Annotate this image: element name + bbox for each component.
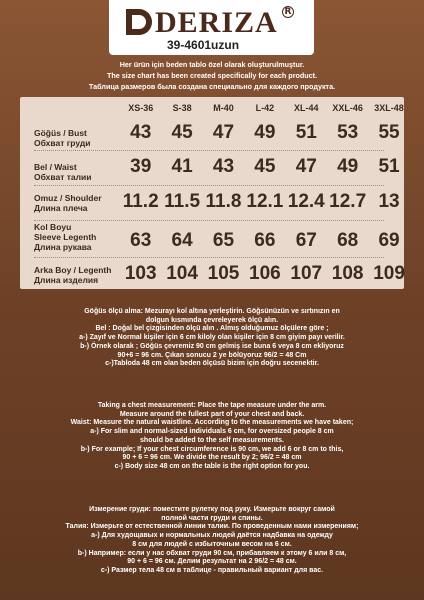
row-divider	[34, 150, 384, 151]
row-value: 39	[130, 156, 152, 177]
row-values	[120, 191, 410, 213]
instructions-ru: Измерение груди: поместите рулетку под руку. Измерьте вокруг самой полной части груди и спины. Талия: Измерьте от естественной линии талии. По проведенным нами измерениям; а-) Для худощавых и нормальных людей даётся надбавка на одежду 8 см для людей с избыточным весом на 6 см. b-) Например: если у нас обхват груди 90 см, прибавляем к этому 6 или 8 см, 90 + 6 = 96 см. Делим результат на 2 96/2 = 48 см. c-) Размер тела 48 см в таблице - правильный вариант для вас.	[65, 506, 359, 574]
row-value: 13	[378, 191, 400, 212]
row-value: 105	[207, 263, 240, 284]
row-value: 55	[378, 122, 400, 143]
row-value: 41	[171, 156, 193, 177]
row-value: 51	[378, 156, 400, 177]
row-value: 109	[373, 263, 405, 284]
row-value: 104	[166, 263, 198, 284]
row-value: 66	[254, 230, 276, 251]
intro-en: The size chart has been created specifically for each product.	[106, 71, 318, 80]
row-values	[120, 263, 410, 285]
row-value: 47	[295, 156, 317, 177]
row-value: 107	[290, 263, 323, 284]
row-value: 12.7	[329, 191, 367, 212]
row-label: Göğüs / Bust Обхват груди	[34, 128, 91, 148]
row-value: 67	[295, 230, 317, 251]
size-header-row	[120, 103, 410, 113]
instructions-tr: Göğüs ölçü alma: Mezurayı kol altına yerleştirin. Göğsünüzün ve sırtınızın en dolgun kısmında çevreleyerek ölçü alın. Bel : Doğal bel çizgisinden ölçü alın . Almış olduğumuz ölçülere göre ; a-) Zayıf ve Normal kişiler için 6 cm kiloly olan kişiler için 8 cm giyim payı verilir. b-) Örnek olarak ; Göğüs çevremiz 90 cm gelmiş ise buna 6 veya 8 cm ekliyoruz 90+6 = 96 cm. Çıkan sonucu 2 ye bölüyoruz 96/2 = 48 Cm c-)Tabloda 48 cm olan beden ölçüsü bizim için doğru secenektir.	[79, 308, 345, 368]
registered-mark: R	[282, 6, 294, 18]
row-value: 11.5	[164, 191, 201, 212]
instructions-en: Taking a chest measurement: Place the tape measure under the arm. Measure around the fullest part of your chest and back. Waist: Measure the natural waistline. According to the measurements we have taken; a-) For slim and normal-sized individuals 6 cm, for oversized people 8 cm should be added to the self measurements. b-) For example; If your chest circumference is 90 cm, we add 6 or 8 cm to this, 90 + 6 = 96 cm. We divide the result by 2; 96/2 = 48 cm c-) Body size 48 cm on the table is the right option for you.	[70, 402, 354, 470]
row-value: 47	[212, 122, 235, 143]
row-label: Arka Boy / Legenth Длина изделия	[34, 265, 112, 285]
brand-logo-icon	[123, 6, 155, 38]
row-value: 69	[378, 230, 400, 251]
row-value: 45	[254, 156, 276, 177]
row-divider	[34, 220, 384, 221]
row-label: Bel / Waist Обхват талии	[34, 162, 92, 182]
row-value: 65	[212, 230, 235, 251]
row-values	[120, 156, 410, 178]
size-label: M-40	[213, 103, 234, 113]
row-value: 106	[249, 263, 281, 284]
row-value: 49	[254, 122, 276, 143]
size-label: L-42	[255, 103, 275, 113]
row-label: Kol Boyu Sleeve Legenth Длина рукава	[34, 222, 97, 252]
size-label: XS-36	[128, 103, 154, 113]
row-value: 43	[212, 156, 235, 177]
row-value: 108	[331, 263, 364, 284]
size-label: 3XL-48	[374, 103, 404, 113]
row-value: 63	[130, 230, 152, 251]
brand-name: DERIZA	[155, 6, 278, 39]
row-values	[120, 122, 410, 144]
intro-tr: Her ürün için beden tablo özel olarak oluşturulmuştur.	[119, 60, 305, 69]
row-value: 12.1	[246, 191, 284, 212]
row-divider	[34, 257, 384, 258]
row-value: 11.2	[122, 191, 159, 212]
row-value: 45	[171, 122, 193, 143]
brand-header	[109, 0, 314, 55]
row-value: 68	[337, 230, 359, 251]
intro-ru: Таблица размеров была создана специально для каждого продукта.	[88, 82, 336, 91]
intro-text	[0, 59, 424, 92]
row-label: Omuz / Shoulder Длина плеча	[34, 193, 102, 213]
row-value: 64	[171, 230, 193, 251]
size-label: XXL-46	[332, 103, 363, 113]
row-value: 11.8	[205, 191, 242, 212]
row-value: 103	[124, 263, 157, 284]
row-value: 43	[130, 122, 152, 143]
row-values	[120, 230, 410, 252]
size-label: XL-44	[294, 103, 319, 113]
size-label: S-38	[172, 103, 192, 113]
row-value: 51	[295, 122, 317, 143]
model-code: 39-4601uzun	[167, 38, 240, 52]
row-value: 49	[337, 156, 359, 177]
row-value: 12.4	[287, 191, 325, 212]
row-value: 53	[337, 122, 359, 143]
row-divider	[34, 185, 384, 186]
